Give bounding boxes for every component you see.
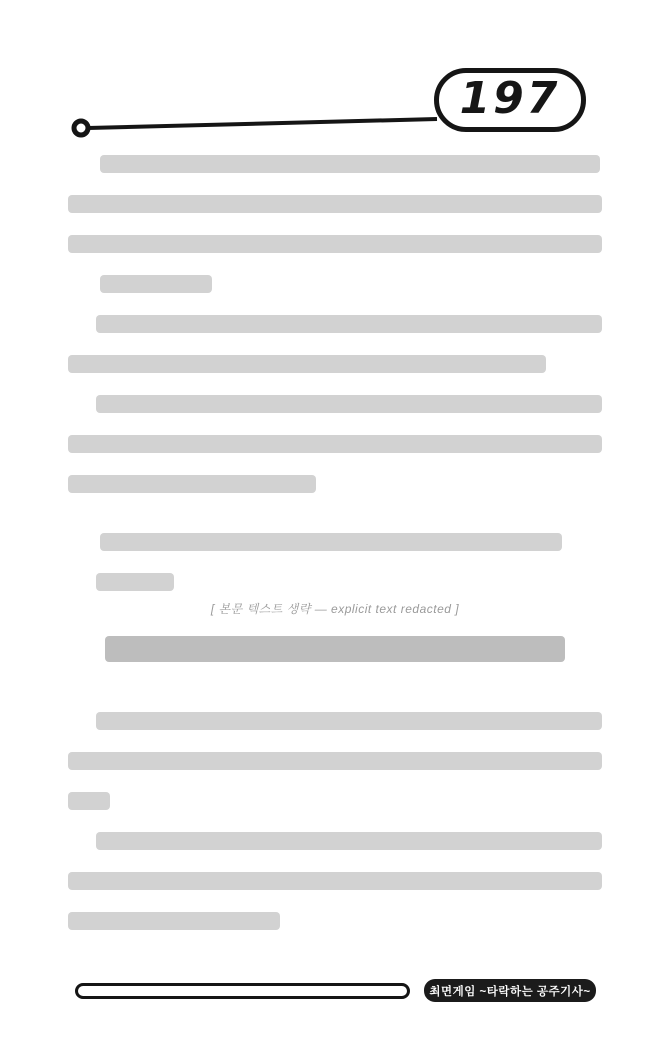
redacted-text-line <box>68 912 280 930</box>
redacted-text-line <box>68 235 602 253</box>
redacted-text-line <box>68 355 546 373</box>
redacted-text-line <box>68 792 110 810</box>
book-title: 최면게임 ~타락하는 공주기사~ <box>429 985 591 998</box>
redacted-text-line <box>96 315 602 333</box>
page-number: 197 <box>459 72 561 124</box>
redacted-text-line <box>68 435 602 453</box>
redacted-text-line <box>96 395 602 413</box>
redacted-text-line <box>100 155 600 173</box>
redacted-text-line <box>100 533 562 551</box>
redacted-text-line <box>96 573 174 591</box>
redacted-text-line <box>68 195 602 213</box>
redacted-text-line <box>100 275 212 293</box>
footer-rule <box>75 983 410 999</box>
redaction-notice: [ 본문 텍스트 생략 — explicit text redacted ] <box>210 602 460 616</box>
redacted-text-line <box>96 712 602 730</box>
redacted-text-line <box>68 752 602 770</box>
redacted-text-line <box>105 636 565 662</box>
redacted-text-line <box>68 872 602 890</box>
redacted-text-line <box>96 832 602 850</box>
redacted-text-line <box>68 475 316 493</box>
book-title-badge <box>424 979 596 1002</box>
